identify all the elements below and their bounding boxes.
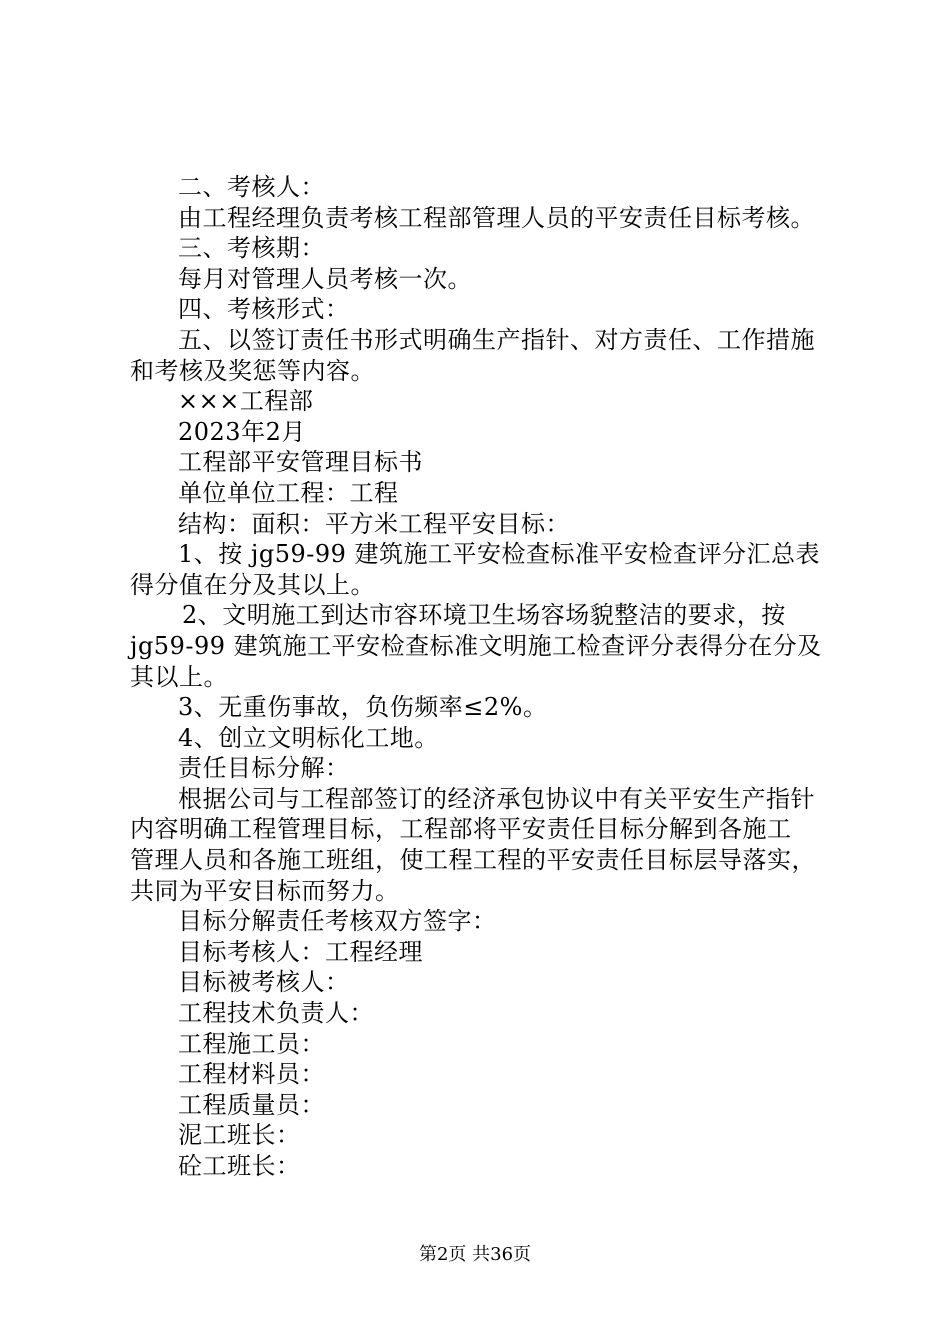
signature-heading: 目标分解责任考核双方签字： [178, 907, 497, 936]
department-name: ×××工程部 [178, 387, 314, 416]
section-heading-decomposition: 责任目标分解： [178, 754, 350, 783]
goal-item: 2、文明施工到达市容环境卫生场容场貌整洁的要求，按 [182, 601, 786, 630]
paragraph-line: 管理人员和各施工班组，使工程工程的平安责任目标层导落实， [130, 846, 816, 875]
paragraph-line: 根据公司与工程部签订的经济承包协议中有关平安生产指针 [178, 784, 815, 813]
paragraph-line: 共同为平安目标而努力。 [130, 876, 400, 905]
paragraph-line: 和考核及奖惩等内容。 [130, 356, 375, 385]
goal-item: 3、无重伤事故，负伤频率≤2%。 [178, 693, 548, 722]
section-heading-period: 三、考核期： [178, 234, 325, 263]
paragraph-line: 得分值在分及其以上。 [130, 570, 375, 599]
page-number-footer: 第2页 共36页 [418, 1244, 532, 1265]
section-heading-form: 四、考核形式： [178, 295, 350, 324]
document-title: 工程部平安管理目标书 [178, 448, 423, 477]
document-date: 2023年2月 [178, 417, 306, 446]
signature-line: 砼工班长： [178, 1152, 301, 1180]
section-heading-assessor: 二、考核人： [178, 173, 325, 201]
signature-line: 目标考核人：工程经理 [178, 937, 423, 966]
goal-item: 1、按 jg59-99 建筑施工平安检查标准平安检查评分汇总表 [178, 540, 821, 569]
document-body [130, 172, 842, 1182]
signature-line: 目标被考核人： [178, 968, 350, 997]
paragraph-line: jg59-99 建筑施工平安检查标准文明施工检查评分表得分在分及 [130, 631, 822, 660]
paragraph-line: 五、以签订责任书形式明确生产指针、对方责任、工作措施 [178, 325, 815, 354]
paragraph-line: 每月对管理人员考核一次。 [178, 264, 472, 293]
signature-line: 工程材料员： [178, 1060, 325, 1089]
signature-line: 工程施工员： [178, 1029, 325, 1058]
paragraph-line: 其以上。 [130, 662, 228, 691]
paragraph-line: 单位单位工程：工程 [178, 478, 399, 507]
paragraph-line: 由工程经理负责考核工程部管理人员的平安责任目标考核。 [178, 203, 815, 232]
signature-line: 泥工班长： [178, 1121, 301, 1150]
paragraph-line: 结构：面积：平方米工程平安目标： [178, 509, 570, 538]
signature-line: 工程技术负责人： [178, 999, 374, 1028]
signature-line: 工程质量员： [178, 1090, 325, 1119]
goal-item: 4、创立文明标化工地。 [178, 723, 439, 752]
paragraph-line: 内容明确工程管理目标，工程部将平安责任目标分解到各施工 [130, 815, 792, 844]
